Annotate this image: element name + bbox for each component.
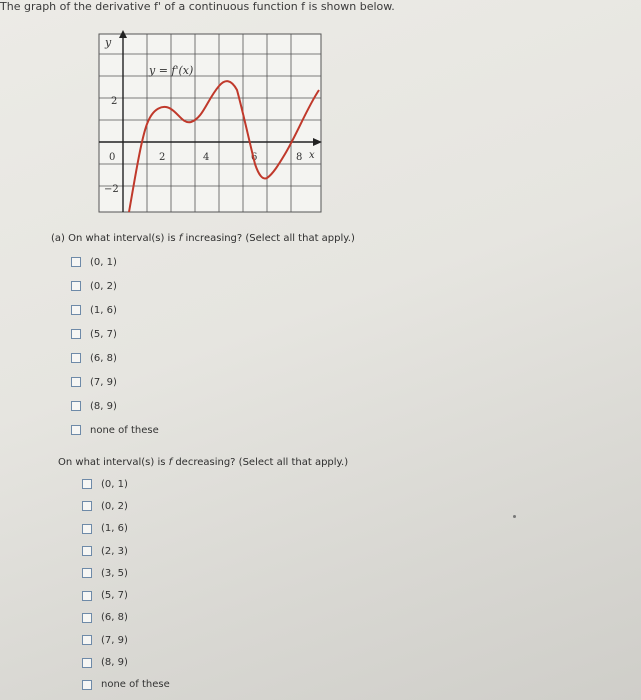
option-label: none of these <box>90 424 159 436</box>
option-label: (8, 9) <box>90 400 117 412</box>
question-a-suffix: increasing? (Select all that apply.) <box>182 233 355 244</box>
y-tick-neg2: −2 <box>104 184 119 195</box>
checkbox[interactable] <box>82 680 92 690</box>
x-tick-2: 2 <box>159 152 166 163</box>
checkbox[interactable] <box>71 353 81 363</box>
option-label: (7, 9) <box>90 376 117 388</box>
checkbox[interactable] <box>71 329 81 339</box>
graph-frame <box>99 34 321 212</box>
increasing-options <box>71 250 159 442</box>
decreasing-option-5-7[interactable] <box>82 584 170 606</box>
option-label: (0, 1) <box>90 256 117 268</box>
question-a-var: f <box>178 233 183 244</box>
checkbox[interactable] <box>82 591 92 601</box>
increasing-option-none[interactable] <box>71 418 159 442</box>
intro-text: The graph of the derivative f' of a continuous function f is shown below. <box>0 0 395 13</box>
option-label: (0, 2) <box>101 500 128 512</box>
checkbox[interactable] <box>71 401 81 411</box>
decreasing-option-0-1[interactable] <box>82 473 170 495</box>
option-label: (8, 9) <box>101 657 128 669</box>
x-tick-8: 8 <box>296 152 303 163</box>
checkbox[interactable] <box>82 524 92 534</box>
increasing-option-1-6[interactable] <box>71 298 159 322</box>
decreasing-option-1-6[interactable] <box>82 518 170 540</box>
x-tick-0: 0 <box>109 152 116 163</box>
screen-speck <box>513 515 516 518</box>
checkbox[interactable] <box>82 501 92 511</box>
option-label: (1, 6) <box>101 523 128 535</box>
increasing-option-0-2[interactable] <box>71 274 159 298</box>
decreasing-option-2-3[interactable] <box>82 540 170 562</box>
x-tick-6: 6 <box>251 152 258 163</box>
option-label: (1, 6) <box>90 304 117 316</box>
x-axis-label: x <box>309 150 315 161</box>
problem-intro <box>0 0 395 13</box>
checkbox[interactable] <box>82 546 92 556</box>
derivative-graph <box>93 28 323 216</box>
checkbox[interactable] <box>82 568 92 578</box>
question-increasing <box>51 233 355 244</box>
option-label: (0, 2) <box>90 280 117 292</box>
option-label: (2, 3) <box>101 545 128 557</box>
option-label: (5, 7) <box>101 590 128 602</box>
decreasing-option-7-9[interactable] <box>82 629 170 651</box>
y-axis-label: y <box>105 36 112 49</box>
question-a-prefix: (a) On what interval(s) is <box>51 233 179 244</box>
increasing-option-8-9[interactable] <box>71 394 159 418</box>
checkbox[interactable] <box>71 257 81 267</box>
increasing-option-7-9[interactable] <box>71 370 159 394</box>
decreasing-options <box>82 473 170 696</box>
y-tick-2: 2 <box>111 96 118 107</box>
checkbox[interactable] <box>71 425 81 435</box>
question-b-var: f <box>168 457 173 468</box>
increasing-option-5-7[interactable] <box>71 322 159 346</box>
decreasing-option-none[interactable] <box>82 674 170 696</box>
checkbox[interactable] <box>82 613 92 623</box>
option-label: none of these <box>101 679 170 691</box>
option-label: (3, 5) <box>101 567 128 579</box>
decreasing-option-6-8[interactable] <box>82 607 170 629</box>
question-decreasing <box>58 457 348 468</box>
increasing-option-0-1[interactable] <box>71 250 159 274</box>
x-tick-4: 4 <box>203 152 210 163</box>
checkbox[interactable] <box>82 658 92 668</box>
decreasing-option-3-5[interactable] <box>82 562 170 584</box>
checkbox[interactable] <box>71 305 81 315</box>
checkbox[interactable] <box>82 479 92 489</box>
checkbox[interactable] <box>71 377 81 387</box>
option-label: (0, 1) <box>101 478 128 490</box>
function-label: y = f'(x) <box>149 64 194 77</box>
option-label: (7, 9) <box>101 634 128 646</box>
option-label: (6, 8) <box>90 352 117 364</box>
option-label: (6, 8) <box>101 612 128 624</box>
checkbox[interactable] <box>71 281 81 291</box>
decreasing-option-8-9[interactable] <box>82 651 170 673</box>
decreasing-option-0-2[interactable] <box>82 495 170 517</box>
checkbox[interactable] <box>82 635 92 645</box>
question-b-prefix: On what interval(s) is <box>58 457 169 468</box>
question-b-suffix: decreasing? (Select all that apply.) <box>172 457 349 468</box>
option-label: (5, 7) <box>90 328 117 340</box>
increasing-option-6-8[interactable] <box>71 346 159 370</box>
